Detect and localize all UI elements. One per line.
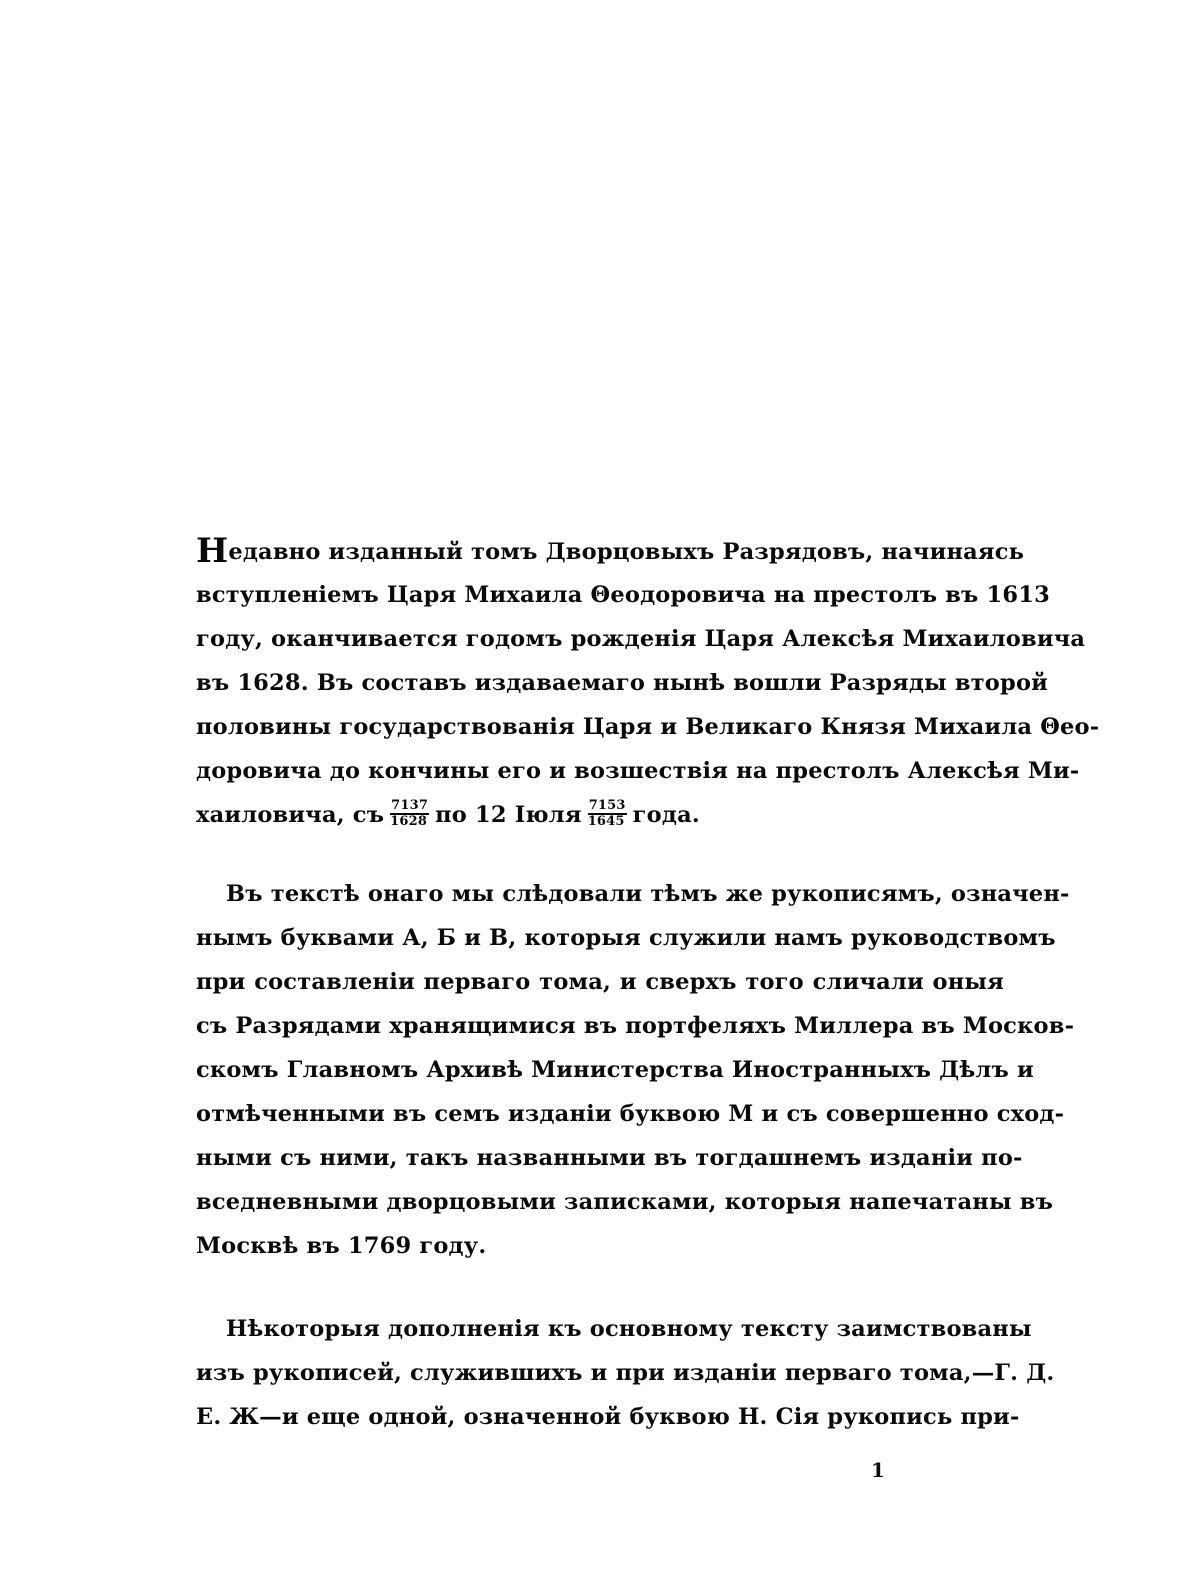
year-fraction-end-numerator: 7153 <box>588 798 626 813</box>
date-range-middle: по 12 Іюля <box>435 802 582 828</box>
paragraph-1-line-7 <box>196 793 1004 837</box>
paragraph-3 <box>196 1307 1055 1439</box>
paragraph-2-line-3: при составленіи перваго тома, и сверхъ того сличали оныя <box>196 969 1004 995</box>
paragraph-2-line-4: съ Разрядами хранящимися въ портфеляхъ Миллера въ Москов- <box>196 1013 1075 1039</box>
paragraph-1-line-1-text: едавно изданный томъ Дворцовыхъ Разрядовъ, начинаясь <box>228 539 1025 565</box>
paragraph-1 <box>196 529 1100 837</box>
drop-cap: Н <box>196 531 229 571</box>
page-number: 1 <box>871 1458 885 1482</box>
paragraph-2-line-7: ными съ ними, такъ названными въ тогдашнемъ изданіи по- <box>196 1145 1023 1171</box>
year-fraction-start <box>390 799 429 829</box>
paragraph-2-line-1: Въ текстѣ онаго мы слѣдовали тѣмъ же рукописямъ, означен- <box>226 881 1070 907</box>
paragraph-2-line-8: вседневными дворцовыми записками, которыя напечатаны въ <box>196 1189 1054 1215</box>
paragraph-1-line-6: доровича до кончины его и возшествія на престолъ Алексѣя Ми- <box>196 758 1080 784</box>
paragraph-2-line-9: Москвѣ въ 1769 году. <box>196 1233 487 1259</box>
year-fraction-end <box>588 799 627 829</box>
paragraph-3-line-3: Е. Ж—и еще одной, означенной буквою Н. Сія рукопись при- <box>196 1404 1020 1430</box>
year-fraction-start-numerator: 7137 <box>391 798 429 813</box>
paragraph-1-line-5: половины государствованія Царя и Великаго Князя Михаила Θео- <box>196 714 1100 740</box>
date-range-prefix: хаиловича, съ <box>196 802 385 828</box>
paragraph-2-line-2: нымъ буквами А, Б и В, которыя служили намъ руководствомъ <box>196 925 1056 951</box>
paragraph-3-line-2: изъ рукописей, служившихъ и при изданіи перваго тома,—Г. Д. <box>196 1360 1055 1386</box>
paragraph-3-line-1: Нѣкоторыя дополненія къ основному тексту заимствованы <box>226 1316 1032 1342</box>
paragraph-1-line-1 <box>196 529 1025 573</box>
year-fraction-end-denominator: 1645 <box>587 814 625 829</box>
paragraph-2 <box>196 872 1075 1268</box>
paragraph-1-line-3: году, оканчивается годомъ рожденія Царя Алексѣя Михаиловича <box>196 626 1086 652</box>
year-fraction-start-denominator: 1628 <box>390 814 428 829</box>
date-range-suffix: года. <box>632 802 700 828</box>
paragraph-2-line-6: отмѣченными въ семъ изданіи буквою М и съ совершенно сход- <box>196 1101 1065 1127</box>
paragraph-1-line-4: въ 1628. Въ составъ издаваемаго нынѣ вошли Разряды второй <box>196 670 1049 696</box>
paragraph-2-line-5: скомъ Главномъ Архивѣ Министерства Иностранныхъ Дѣлъ и <box>196 1057 1034 1083</box>
paragraph-1-line-2: вступленіемъ Царя Михаила Θеодоровича на престолъ въ 1613 <box>196 582 1050 608</box>
